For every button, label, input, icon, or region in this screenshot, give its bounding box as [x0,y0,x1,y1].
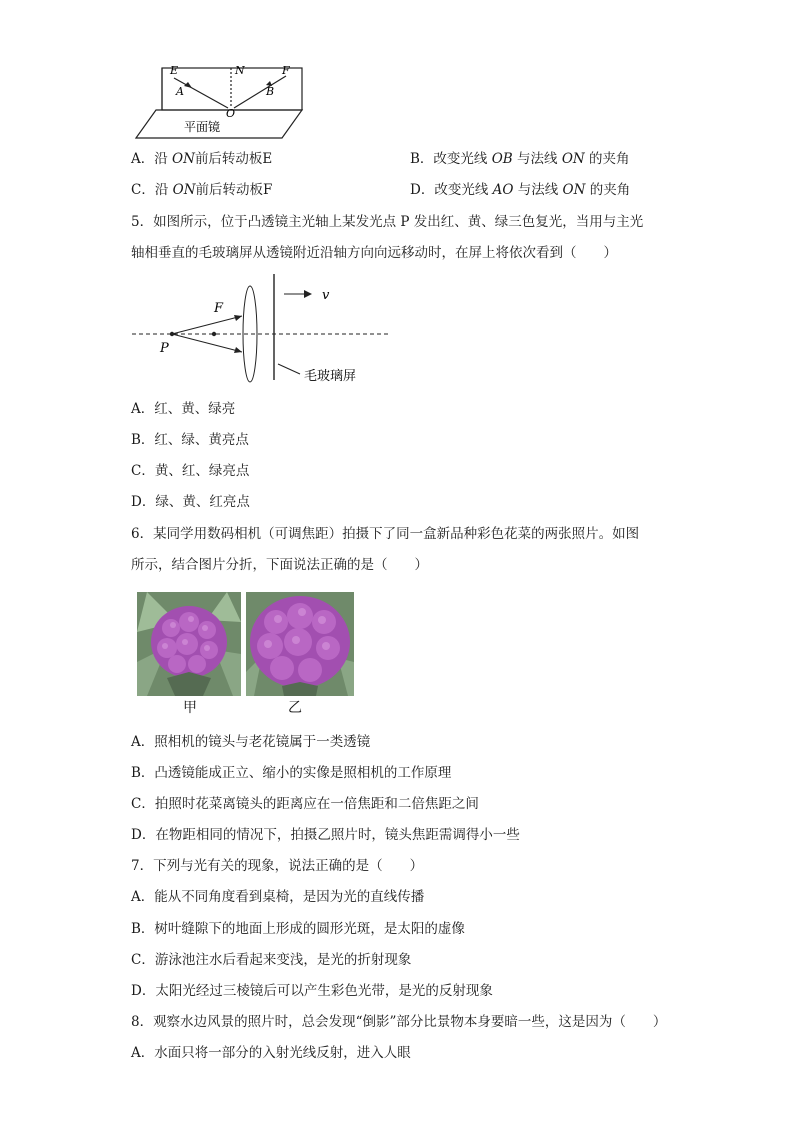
q5-stem-line2: 轴相垂直的毛玻璃屏从透镜附近沿轴方向向远移动时，在屏上将依次看到（ ） [131,245,617,261]
screen-label: 毛玻璃屏 [304,369,357,384]
label-B: B [266,85,275,98]
lens-figure [130,272,390,390]
label-P: P [160,341,169,356]
q4-option-c: C．沿 ON前后转动板F [131,182,273,198]
q7-option-b: B．树叶缝隙下的地面上形成的圆形光斑，是太阳的虚像 [131,921,465,937]
q4-option-a: A．沿 ON前后转动板E [131,151,273,167]
label-A: A [176,85,184,98]
label-F: F [282,64,290,77]
label-F: F [214,301,224,316]
q7-option-a: A．能从不同角度看到桌椅，是因为光的直线传播 [131,889,425,905]
q6-stem-line2: 所示，结合图片分折，下面说法正确的是（ ） [131,557,428,573]
ray-up [172,316,242,334]
q5-option-b: B．红、绿、黄亮点 [131,432,249,448]
label-v: v [322,288,330,303]
q6-stem-line1: 6．某同学用数码相机（可调焦距）拍摄下了同一盒新品种彩色花菜的两张照片。如图 [131,526,640,542]
q5-option-d: D．绿、黄、红亮点 [131,494,250,510]
q6-option-b: B．凸透镜能成正立、缩小的实像是照相机的工作原理 [131,765,452,781]
mirror-figure [134,60,304,142]
photo-yi [246,592,354,696]
q7-stem: 7．下列与光有关的现象，说法正确的是（ ） [131,858,424,874]
q6-option-c: C．拍照时花菜离镜头的距离应在一倍焦距和二倍焦距之间 [131,796,479,812]
photo-caption-jia: 甲 [183,700,197,716]
q5-option-c: C．黄、红、绿亮点 [131,463,250,479]
point-P [170,332,174,336]
q5-option-a: A．红、黄、绿亮 [131,401,236,417]
q4-option-b: B．改变光线 OB 与法线 ON 的夹角 [410,151,630,167]
ray-down [172,334,242,352]
q7-option-c: C．游泳池注水后看起来变浅，是光的折射现象 [131,952,412,968]
mirror-caption: 平面镜 [184,120,221,134]
label-O: O [226,107,236,120]
q5-stem-line1: 5．如图所示，位于凸透镜主光轴上某发光点 P 发出红、黄、绿三色复光，当用与主光 [131,214,644,230]
q7-option-d: D．太阳光经过三棱镜后可以产生彩色光带，是光的反射现象 [131,983,493,999]
label-E: E [170,64,179,77]
lens-diagram [130,272,390,390]
reflected-ray [234,76,286,108]
screen-pointer [278,364,300,374]
q8-stem: 8．观察水边风景的照片时，总会发现“倒影”部分比景物本身要暗一些，这是因为（ ） [131,1014,667,1030]
photo-jia [137,592,241,696]
point-F [212,332,216,336]
label-N: N [235,64,245,77]
mirror-diagram [134,60,304,142]
q8-option-a: A．水面只将一部分的入射光线反射，进入人眼 [131,1045,411,1061]
q6-option-a: A．照相机的镜头与老花镜属于一类透镜 [131,734,371,750]
photo-caption-yi: 乙 [288,700,302,716]
q4-option-d: D．改变光线 AO 与法线 ON 的夹角 [410,182,631,198]
q6-option-d: D．在物距相同的情况下，拍摄乙照片时，镜头焦距需调得小一些 [131,827,520,843]
